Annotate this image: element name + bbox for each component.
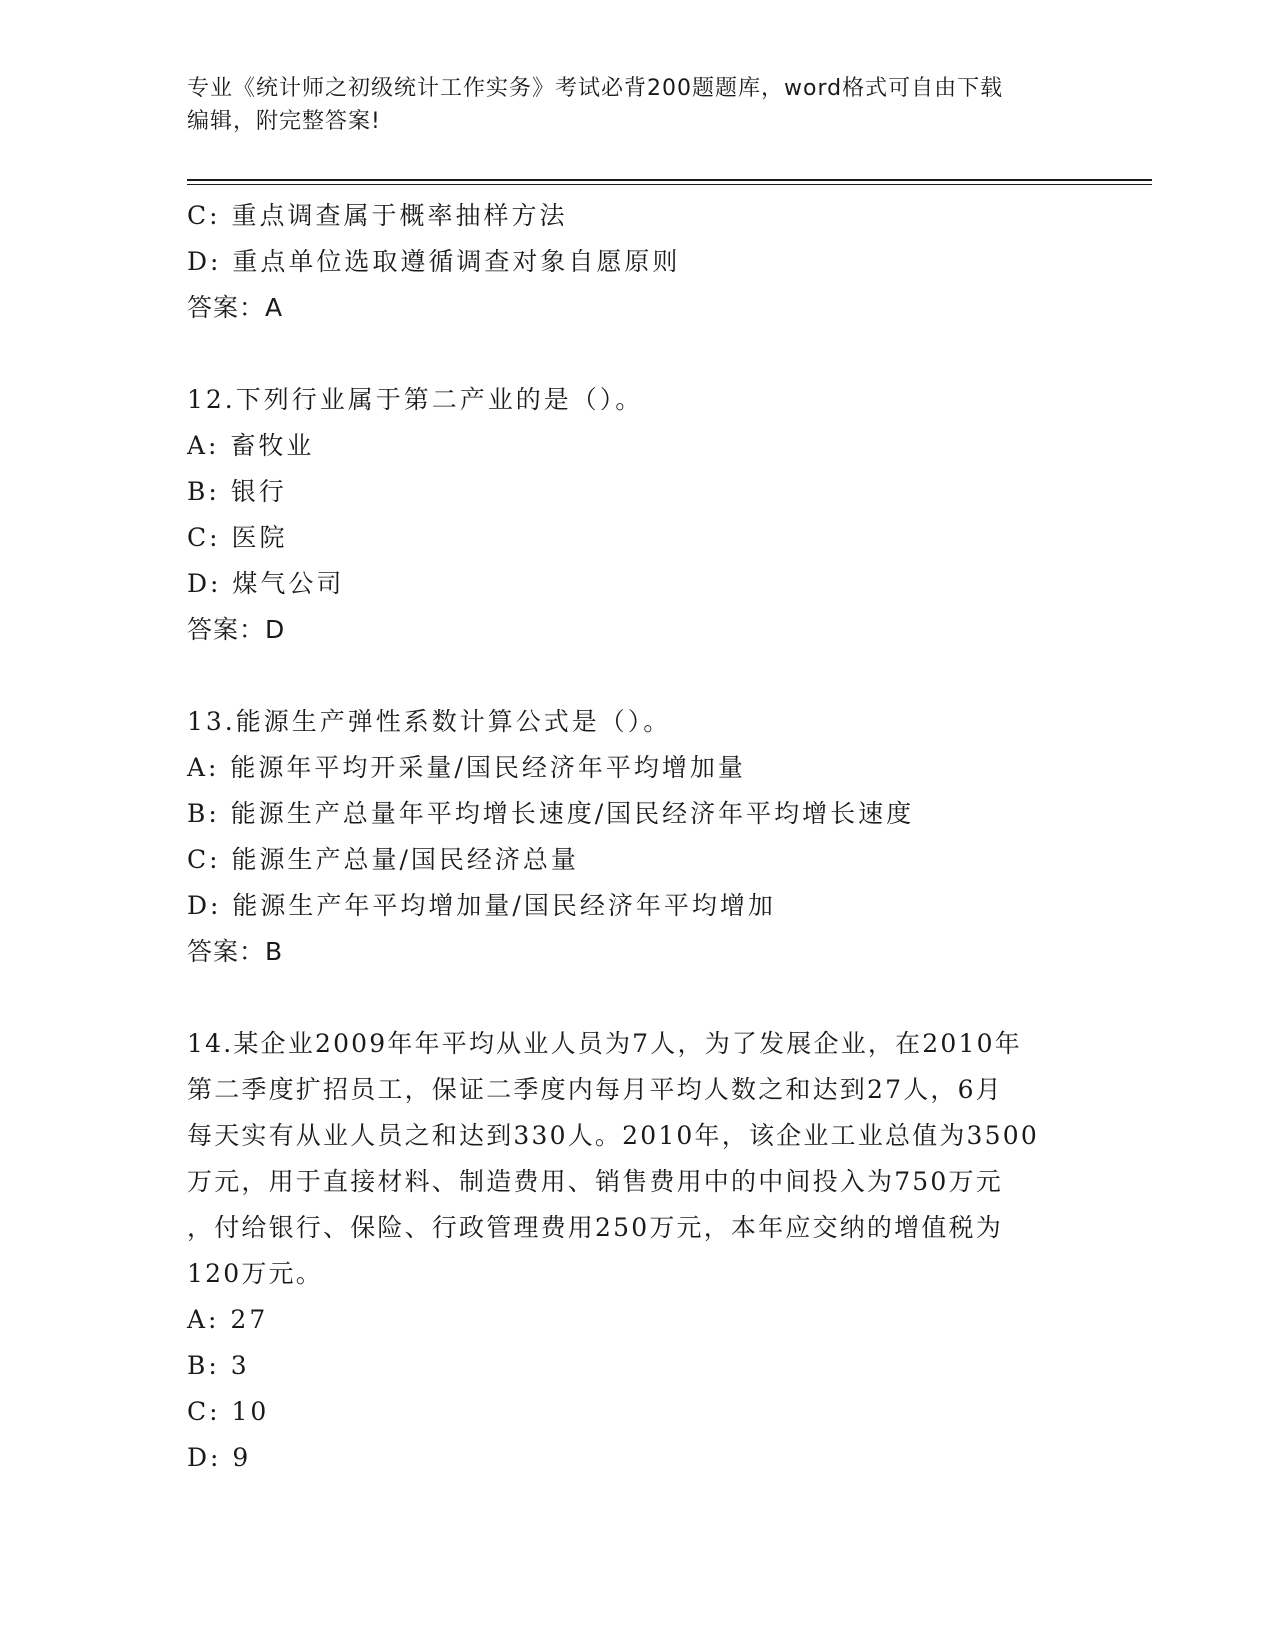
- header-divider-thin: [187, 184, 1152, 185]
- q13-option-c: C: 能源生产总量/国民经济总量: [187, 845, 579, 874]
- q13-option-b: B: 能源生产总量年平均增长速度/国民经济年平均增长速度: [187, 799, 915, 828]
- q12-option-a: A: 畜牧业: [187, 431, 315, 460]
- q14-stem-line: ，付给银行、保险、行政管理费用250万元，本年应交纳的增值税为: [187, 1213, 1003, 1242]
- spacer: [187, 975, 1087, 1021]
- q14-stem-line: 14.某企业2009年年平均从业人员为7人，为了发展企业，在2010年: [187, 1029, 1022, 1058]
- question-11: [187, 193, 1087, 331]
- spacer: [187, 653, 1087, 699]
- q13-option-d: D: 能源生产年平均增加量/国民经济年平均增加: [187, 891, 776, 920]
- q12-stem: 12.下列行业属于第二产业的是（）。: [187, 385, 644, 414]
- q14-stem-line: 120万元。: [187, 1259, 323, 1288]
- q12-option-d: D: 煤气公司: [187, 569, 345, 598]
- header-divider-thick: [187, 179, 1152, 181]
- q14-option-c: C: 10: [187, 1397, 270, 1426]
- spacer: [187, 331, 1087, 377]
- question-14: [187, 1021, 1087, 1481]
- document-header: [187, 72, 1087, 138]
- header-title-line-2: 编辑，附完整答案!: [187, 109, 381, 134]
- q14-stem-line: 万元，用于直接材料、制造费用、销售费用中的中间投入为750万元: [187, 1167, 1003, 1196]
- q12-option-c: C: 医院: [187, 523, 288, 552]
- q11-answer: 答案：A: [187, 293, 284, 322]
- question-13: [187, 699, 1087, 975]
- q14-option-d: D: 9: [187, 1443, 252, 1472]
- question-12: [187, 377, 1087, 653]
- header-title-line-1: 专业《统计师之初级统计工作实务》考试必背200题题库，word格式可自由下载: [187, 76, 1004, 101]
- q13-option-a: A: 能源年平均开采量/国民经济年平均增加量: [187, 753, 746, 782]
- q14-option-a: A: 27: [187, 1305, 269, 1334]
- q14-option-b: B: 3: [187, 1351, 250, 1380]
- q12-answer: 答案：D: [187, 615, 286, 644]
- q11-option-d: D: 重点单位选取遵循调查对象自愿原则: [187, 247, 681, 276]
- q13-answer: 答案：B: [187, 937, 284, 966]
- q14-stem-line: 每天实有从业人员之和达到330人。2010年，该企业工业总值为3500: [187, 1121, 1039, 1150]
- q12-option-b: B: 银行: [187, 477, 287, 506]
- q14-stem-line: 第二季度扩招员工，保证二季度内每月平均人数之和达到27人，6月: [187, 1075, 1003, 1104]
- q14-stem: [187, 1021, 1072, 1297]
- question-list: [187, 193, 1087, 1481]
- q13-stem: 13.能源生产弹性系数计算公式是（）。: [187, 707, 672, 736]
- q11-option-c: C: 重点调查属于概率抽样方法: [187, 201, 568, 230]
